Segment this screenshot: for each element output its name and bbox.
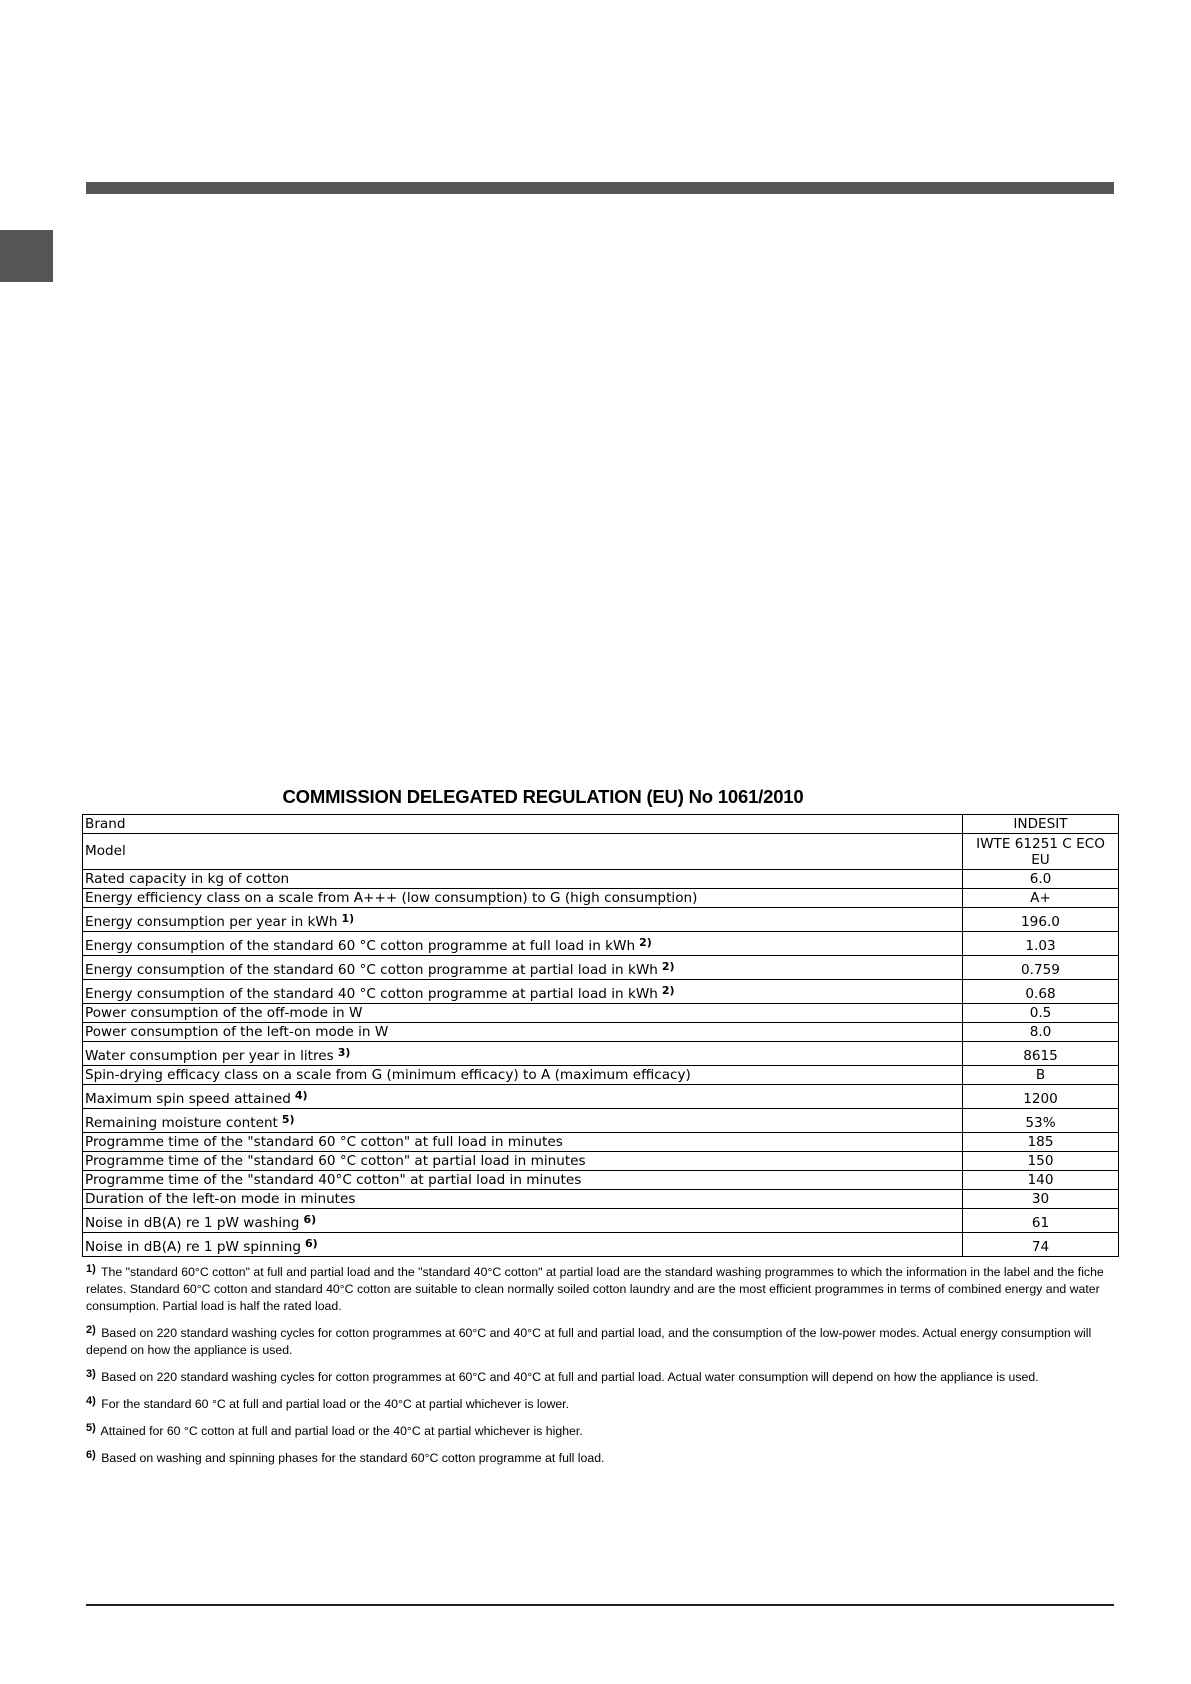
product-fiche-table: [82, 814, 1119, 1257]
regulation-title: COMMISSION DELEGATED REGULATION (EU) No 1061/2010: [282, 786, 804, 807]
row-value: 140: [963, 1171, 1119, 1190]
row-label: Noise in dB(A) re 1 pW washing $^{6)}$: [83, 1209, 963, 1233]
table-row: [83, 1042, 1119, 1066]
footnote: $^{6)}$ Based on washing and spinning phases for the standard 60°C cotton programme at full load.: [86, 1449, 605, 1465]
row-label: Energy efficiency class on a scale from A+++ (low consumption) to G (high consumption): [83, 889, 963, 908]
row-value: 74: [963, 1233, 1119, 1257]
footnote-ref: 1): [341, 912, 355, 925]
row-label: Water consumption per year in litres $^{3)}$: [83, 1042, 963, 1066]
footnote-mark: 1): [86, 1263, 96, 1275]
row-label: Rated capacity in kg of cotton: [83, 870, 963, 889]
table-row: [83, 980, 1119, 1004]
row-label: Programme time of the "standard 40°C cotton" at partial load in minutes: [83, 1171, 963, 1190]
footnote: $^{1)}$ The "standard 60°C cotton" at full and partial load and the "standard 40°C cotton" at partial load are the standard washing programmes to which the information in the label and the fiche relates. Standard 60°C cotton and standard 40°C cotton are suitable to clean normally soiled cotton laundry and are the most efficient programmes in terms of combined energy and water consumption. Partial load is half the rated load.: [86, 1263, 1104, 1313]
footnote: $^{5)}$ Attained for 60 °C cotton at full and partial load or the 40°C at partial whichever is higher.: [86, 1422, 583, 1438]
table-row: [83, 908, 1119, 932]
row-label: Spin-drying efficacy class on a scale from G (minimum efficacy) to A (maximum efficacy): [83, 1066, 963, 1085]
row-value: 196.0: [963, 908, 1119, 932]
row-value: 0.68: [963, 980, 1119, 1004]
row-value: 6.0: [963, 870, 1119, 889]
footnote-ref: 6): [303, 1213, 317, 1226]
row-label: Energy consumption of the standard 60 °C cotton programme at partial load in kWh $^{2)}$: [83, 956, 963, 980]
table-row: [83, 1233, 1119, 1257]
table-row: [83, 1109, 1119, 1133]
row-label: Maximum spin speed attained $^{4)}$: [83, 1085, 963, 1109]
row-value: 150: [963, 1152, 1119, 1171]
footer-rule: [86, 1604, 1114, 1606]
footnote-mark: 5): [86, 1422, 96, 1434]
row-label: Brand: [83, 815, 963, 834]
language-side-tab: [0, 230, 53, 282]
row-value: 61: [963, 1209, 1119, 1233]
row-label: Power consumption of the left-on mode in W: [83, 1023, 963, 1042]
footnote-ref: 2): [639, 936, 652, 949]
row-value: 0.5: [963, 1004, 1119, 1023]
table-row: [83, 956, 1119, 980]
footnote-ref: 2): [661, 960, 675, 973]
row-value: 8.0: [963, 1023, 1119, 1042]
footnote-ref: 4): [294, 1089, 308, 1102]
row-value: 30: [963, 1190, 1119, 1209]
row-label: Model: [83, 834, 963, 870]
header-bar: [86, 182, 1114, 194]
footnote-ref: 2): [661, 984, 675, 997]
footnote-ref: 3): [337, 1046, 351, 1059]
row-value: B: [963, 1066, 1119, 1085]
table-row: [83, 1190, 1119, 1209]
footnote-ref: 6): [305, 1237, 318, 1250]
row-value: IWTE 61251 C ECO EU: [963, 834, 1119, 870]
row-label: Duration of the left-on mode in minutes: [83, 1190, 963, 1209]
row-value: INDESIT: [963, 815, 1119, 834]
table-row: [83, 1209, 1119, 1233]
table-row: [83, 1004, 1119, 1023]
row-label: Programme time of the "standard 60 °C cotton" at partial load in minutes: [83, 1152, 963, 1171]
footnotes: [86, 1264, 1116, 1477]
row-value: 1.03: [963, 932, 1119, 956]
row-value: 53%: [963, 1109, 1119, 1133]
table-row: [83, 1171, 1119, 1190]
footnote: $^{3)}$ Based on 220 standard washing cycles for cotton programmes at 60°C and 40°C at full and partial load. Actual water consumption will depend on how the appliance is used.: [86, 1368, 1039, 1384]
row-label: Remaining moisture content $^{5)}$: [83, 1109, 963, 1133]
row-value: 185: [963, 1133, 1119, 1152]
footnote: $^{2)}$ Based on 220 standard washing cycles for cotton programmes at 60°C and 40°C at full and partial load, and the consumption of the low-power modes. Actual energy consumption will depend on how the appliance is used.: [86, 1324, 1092, 1357]
row-value: 1200: [963, 1085, 1119, 1109]
table-row: [83, 834, 1119, 870]
row-label: Noise in dB(A) re 1 pW spinning $^{6)}$: [83, 1233, 963, 1257]
footnote: $^{4)}$ For the standard 60 °C at full and partial load or the 40°C at partial whichever is lower.: [86, 1395, 570, 1411]
footnote-ref: 5): [281, 1113, 295, 1126]
table-row: [83, 932, 1119, 956]
footnote-mark: 3): [86, 1368, 96, 1380]
table-row: [83, 815, 1119, 834]
row-value: 8615: [963, 1042, 1119, 1066]
row-label: Programme time of the "standard 60 °C cotton" at full load in minutes: [83, 1133, 963, 1152]
table-row: [83, 1066, 1119, 1085]
table-row: [83, 1023, 1119, 1042]
table-row: [83, 1133, 1119, 1152]
table-row: [83, 1085, 1119, 1109]
row-label: Power consumption of the off-mode in W: [83, 1004, 963, 1023]
footnote-mark: 2): [86, 1324, 96, 1336]
row-value: 0.759: [963, 956, 1119, 980]
row-value: A+: [963, 889, 1119, 908]
table-row: [83, 1152, 1119, 1171]
footnote-mark: 4): [86, 1395, 96, 1407]
table-row: [83, 870, 1119, 889]
row-label: Energy consumption per year in kWh $^{1)}$: [83, 908, 963, 932]
row-label: Energy consumption of the standard 60 °C cotton programme at full load in kWh $^{2)}$: [83, 932, 963, 956]
table-row: [83, 889, 1119, 908]
footnote-mark: 6): [86, 1449, 96, 1461]
row-label: Energy consumption of the standard 40 °C cotton programme at partial load in kWh $^{2)}$: [83, 980, 963, 1004]
